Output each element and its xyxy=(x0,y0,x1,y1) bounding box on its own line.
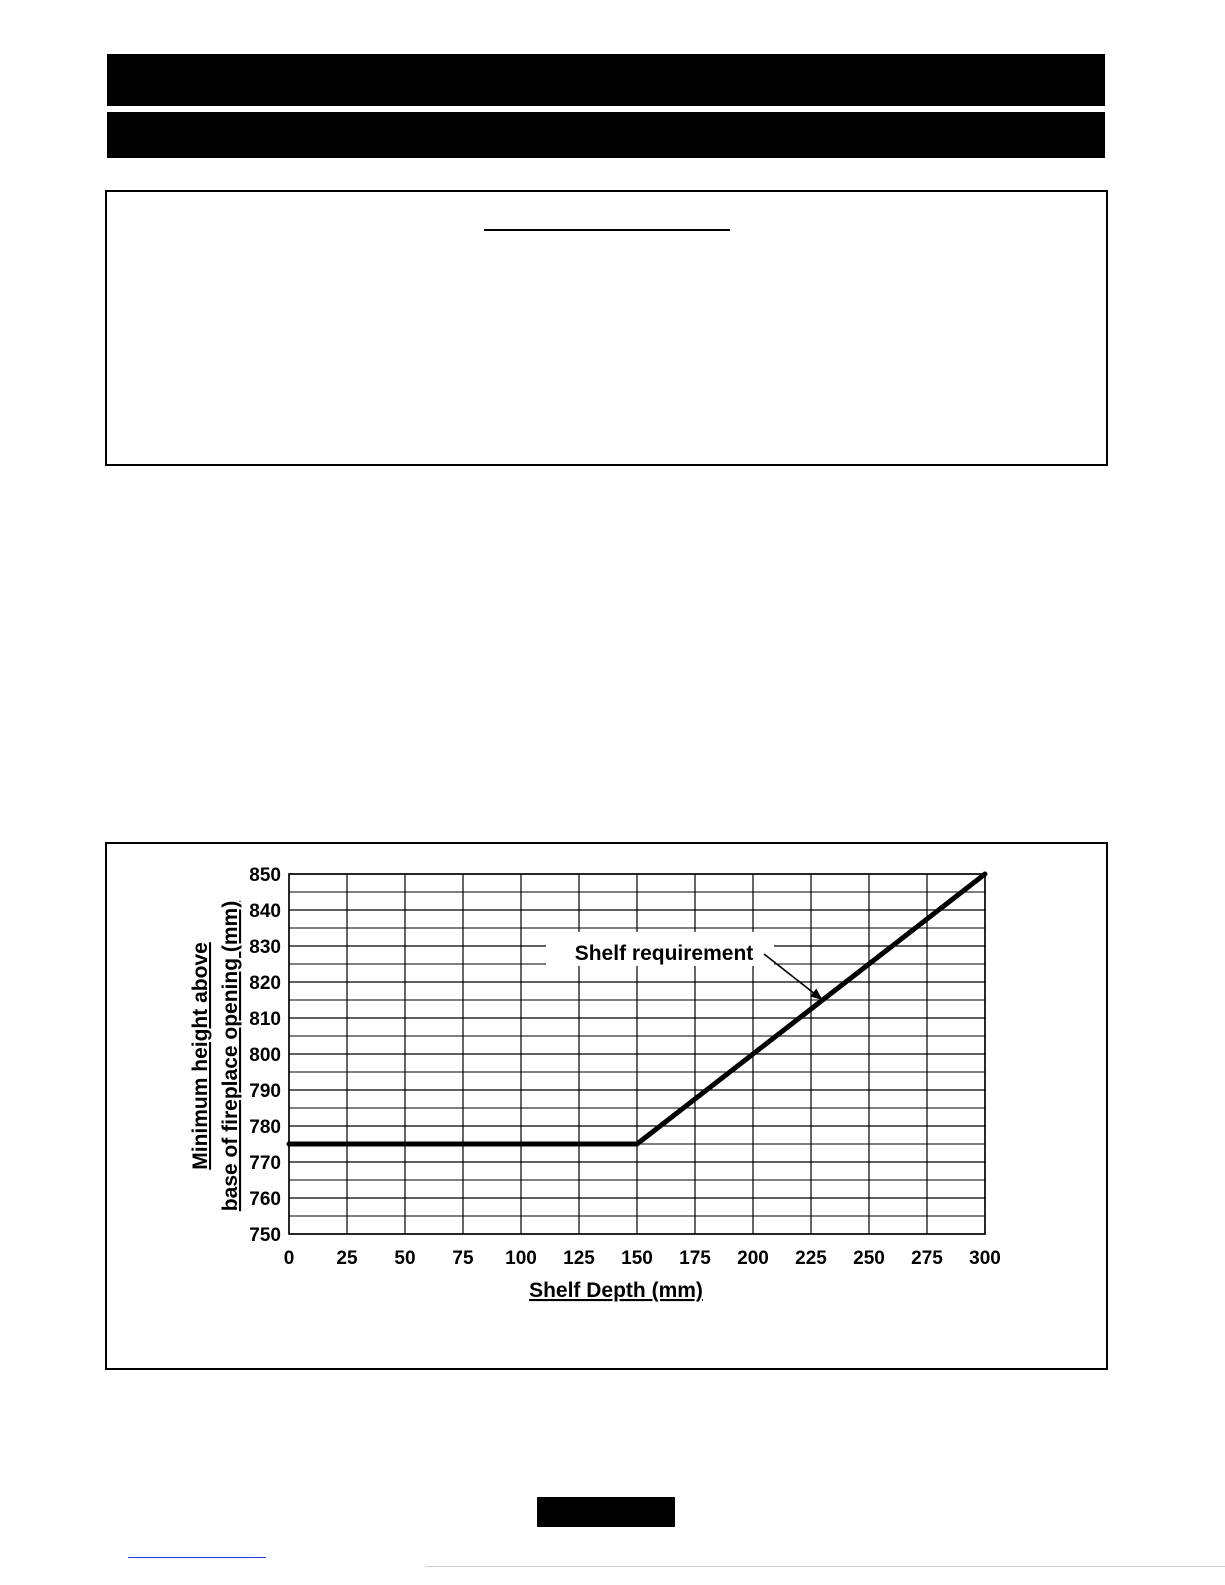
x-axis-label: Shelf Depth (mm) xyxy=(529,1279,703,1302)
x-tick-label: 250 xyxy=(853,1248,885,1269)
y-tick-label: 850 xyxy=(249,865,281,886)
y-tick-label: 800 xyxy=(249,1045,281,1066)
header-bar xyxy=(107,54,1105,106)
y-tick-label: 780 xyxy=(249,1117,281,1138)
x-tick-label: 150 xyxy=(621,1248,653,1269)
x-tick-label: 25 xyxy=(336,1248,358,1269)
page-footer-tab xyxy=(537,1497,675,1527)
y-tick-label: 840 xyxy=(249,901,281,922)
x-tick-label: 175 xyxy=(679,1248,711,1269)
x-tick-label: 50 xyxy=(394,1248,416,1269)
info-heading-rule xyxy=(484,229,730,231)
y-tick-label: 790 xyxy=(249,1081,281,1102)
y-tick-label: 770 xyxy=(249,1153,281,1174)
subheader-bar xyxy=(107,112,1105,158)
x-tick-label: 300 xyxy=(969,1248,1001,1269)
y-tick-label: 820 xyxy=(249,973,281,994)
x-tick-label: 225 xyxy=(795,1248,827,1269)
chart-panel xyxy=(105,842,1108,1370)
y-axis-label: base of fireplace opening (mm) xyxy=(219,900,242,1212)
x-tick-label: 200 xyxy=(737,1248,769,1269)
info-box xyxy=(105,190,1108,466)
y-tick-label: 760 xyxy=(249,1189,281,1210)
y-tick-label: 810 xyxy=(249,1009,281,1030)
bottom-divider xyxy=(425,1566,1225,1567)
x-tick-label: 100 xyxy=(505,1248,537,1269)
x-tick-label: 275 xyxy=(911,1248,943,1269)
x-tick-label: 125 xyxy=(563,1248,595,1269)
annotation-label: Shelf requirement xyxy=(574,942,754,965)
link-underline xyxy=(128,1557,266,1558)
y-tick-label: 750 xyxy=(249,1225,281,1246)
y-axis-label: Minimum height above xyxy=(189,942,212,1170)
annotation-arrow-head xyxy=(810,989,823,1000)
x-tick-label: 75 xyxy=(452,1248,474,1269)
shelf-requirement-chart xyxy=(107,844,1106,1368)
y-tick-label: 830 xyxy=(249,937,281,958)
x-tick-label: 0 xyxy=(283,1248,295,1269)
